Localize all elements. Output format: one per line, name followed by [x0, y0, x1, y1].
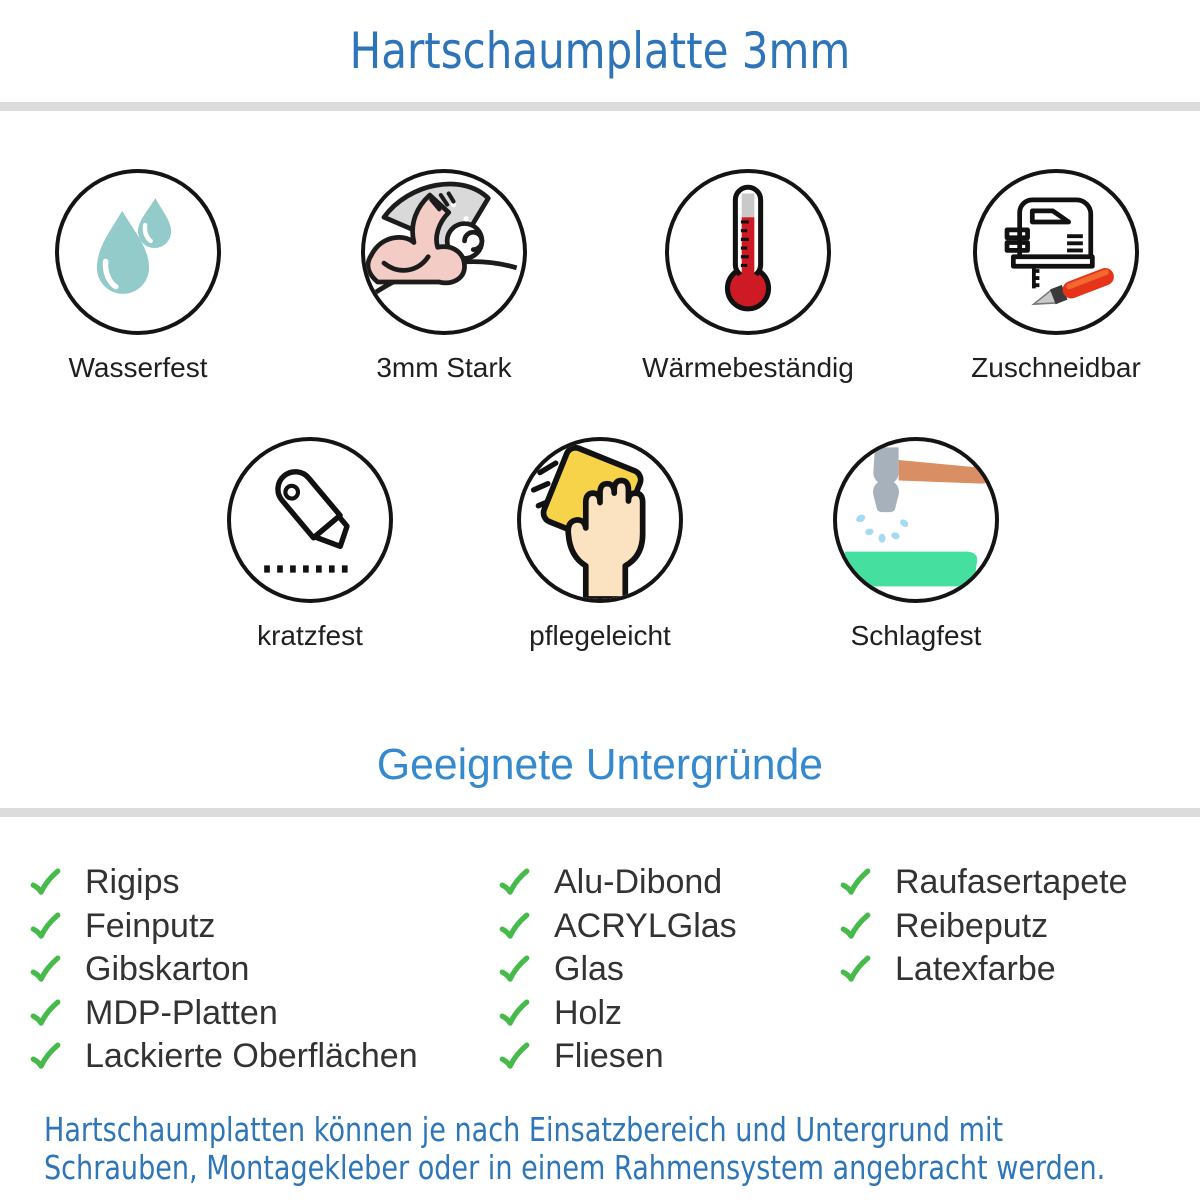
substrate-item: [497, 904, 737, 948]
feature-label: 3mm Stark: [376, 352, 512, 383]
feature-label: Schlagfest: [850, 620, 982, 651]
flexed-arm-roll-icon: [365, 173, 523, 331]
check-icon: [497, 1039, 532, 1074]
feature-label: Wasserfest: [68, 352, 208, 383]
substrate-item-label: ACRYLGlas: [554, 906, 737, 945]
page-title: Hartschaumplatte 3mm: [349, 22, 851, 80]
check-icon: [497, 865, 532, 900]
divider-top: [0, 102, 1200, 111]
substrate-item: [28, 1034, 418, 1078]
hammer-impact-icon: [837, 441, 995, 599]
substrate-item-label: Rigips: [85, 862, 180, 901]
feature-circle: [665, 169, 831, 335]
substrate-item: [838, 947, 1056, 991]
check-icon: [838, 909, 873, 944]
check-icon: [28, 996, 63, 1031]
substrate-item: [28, 860, 179, 904]
substrate-item-label: Alu-Dibond: [554, 862, 723, 901]
feature-kratzfest: [227, 437, 393, 651]
substrate-item: [497, 860, 722, 904]
feature-wasserfest: [55, 169, 221, 383]
substrate-item-label: Glas: [554, 949, 624, 988]
feature-circle: [517, 437, 683, 603]
substrate-item: [497, 947, 624, 991]
check-icon: [28, 952, 63, 987]
check-icon: [497, 996, 532, 1031]
feature-label: Zuschneidbar: [971, 352, 1141, 383]
section-header: [0, 740, 1200, 790]
check-icon: [838, 865, 873, 900]
substrate-item: [838, 860, 1128, 904]
feature-label: kratzfest: [257, 620, 363, 651]
substrate-item: [28, 904, 215, 948]
cutter-knife-icon: [231, 441, 389, 599]
check-icon: [28, 1039, 63, 1074]
substrate-item-label: Gibskarton: [85, 949, 250, 988]
substrate-item-label: Feinputz: [85, 906, 216, 945]
jigsaw-knife-icon: [977, 173, 1135, 331]
substrate-item-label: Latexfarbe: [895, 949, 1056, 988]
substrate-item-label: Lackierte Oberflächen: [85, 1036, 418, 1075]
feature-circle: [973, 169, 1139, 335]
substrate-item-label: Reibeputz: [895, 906, 1049, 945]
substrate-item-label: Raufasertapete: [895, 862, 1128, 901]
feature-circle: [833, 437, 999, 603]
feature-circle: [227, 437, 393, 603]
feature-waermebestaendig: [642, 169, 854, 383]
header: [0, 22, 1200, 80]
feature-pflegeleicht: [517, 437, 683, 651]
substrate-item: [497, 1034, 664, 1078]
feature-label: Wärmebeständig: [642, 352, 854, 383]
feature-zuschneidbar: [971, 169, 1141, 383]
substrate-item-label: MDP-Platten: [85, 993, 278, 1032]
substrate-item-label: Fliesen: [554, 1036, 664, 1075]
substrate-item: [497, 991, 622, 1035]
check-icon: [28, 909, 63, 944]
check-icon: [497, 952, 532, 987]
footer-note-line1: Hartschaumplatten können je nach Einsatzbereich und Untergrund mit: [44, 1110, 1004, 1149]
substrate-item: [838, 904, 1048, 948]
feature-circle: [361, 169, 527, 335]
feature-3mm-stark: [361, 169, 527, 383]
feature-circle: [55, 169, 221, 335]
feature-schlagfest: [833, 437, 999, 651]
footer-note-line2: Schrauben, Montagekleber oder in einem Rahmensystem angebracht werden.: [44, 1148, 1106, 1187]
check-icon: [497, 909, 532, 944]
feature-label: pflegeleicht: [529, 620, 671, 651]
check-icon: [838, 952, 873, 987]
divider-middle: [0, 808, 1200, 817]
substrate-item: [28, 947, 249, 991]
water-drops-icon: [59, 173, 217, 331]
wiping-hand-cloth-icon: [521, 441, 679, 599]
section-title: Geeignete Untergründe: [376, 740, 824, 789]
check-icon: [28, 865, 63, 900]
substrate-item: [28, 991, 278, 1035]
thermometer-icon: [669, 173, 827, 331]
substrate-item-label: Holz: [554, 993, 623, 1032]
